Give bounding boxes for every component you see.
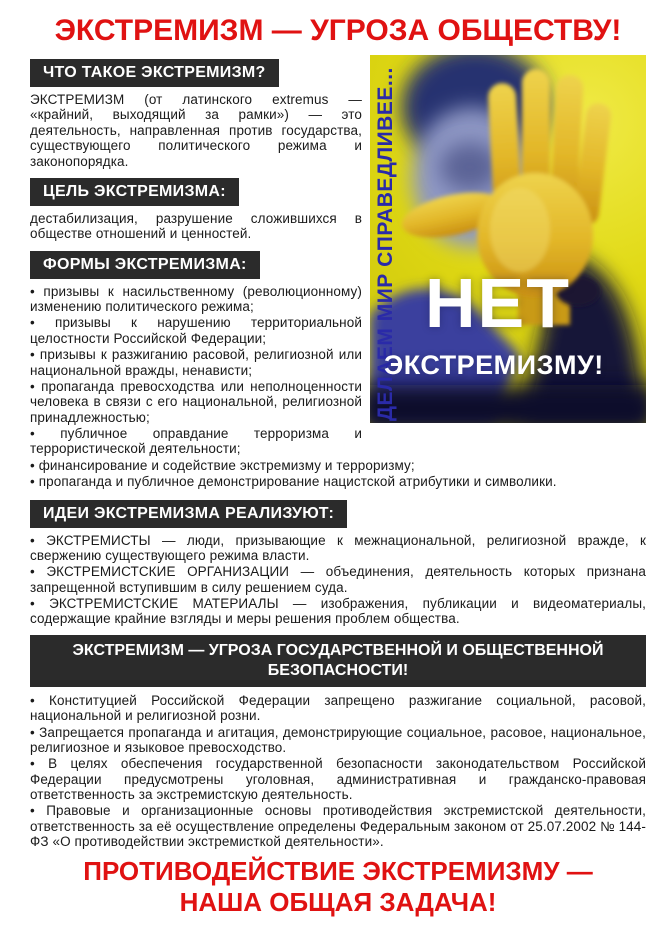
main-content — [30, 55, 646, 850]
ideas-bullet-list — [30, 533, 646, 627]
danger-bullet-list — [30, 693, 646, 850]
poster-vertical-caption: ДЕЛАЕМ МИР СПРАВЕДЛИВЕЕ... — [374, 67, 397, 421]
poster-slogan-sub: ЭКСТРЕМИЗМУ! — [384, 350, 604, 380]
footer-slogan-line1: ПРОТИВОДЕЙСТВИЕ ЭКСТРЕМИЗМУ — — [83, 855, 593, 886]
section-header-goal: ЦЕЛЬ ЭКСТРЕМИЗМА: — [30, 178, 239, 206]
section-body-what: ЭКСТРЕМИЗМ (от латинского extremus — «крайний, выходящий за рамки») — это деятельность, направленная против государства, существующего политического режима и законопорядка. — [30, 92, 362, 169]
section-header-forms: ФОРМЫ ЭКСТРЕМИЗМА: — [30, 251, 260, 279]
bullet-item: • ЭКСТРЕМИСТСКИЕ МАТЕРИАЛЫ — изображения, публикации и видеоматериалы, содержащие крайние взгляды и меры решения проблем общества. — [30, 596, 646, 627]
bullet-item: • Конституцией Российской Федерации запрещено разжигание социальной, расовой, национальной и религиозной розни. — [30, 693, 646, 724]
bullet-item: • призывы к нарушению территориальной целостности Российской Федерации; — [30, 315, 646, 346]
section-header-ideas: ИДЕИ ЭКСТРЕМИЗМА РЕАЛИЗУЮТ: — [30, 500, 347, 528]
page-title: ЭКСТРЕМИЗМ — УГРОЗА ОБЩЕСТВУ! — [54, 14, 622, 47]
footer-slogan — [30, 856, 646, 919]
bullet-item: • В целях обеспечения государственной безопасности законодательством Российской Федерации предусмотрены уголовная, административная и гражданско-правовая ответственность за экстремистскую деятельность. — [30, 756, 646, 802]
bullet-item: • призывы к разжиганию расовой, религиозной или национальной вражды, ненависти; — [30, 347, 646, 378]
big-warning-header: ЭКСТРЕМИЗМ — УГРОЗА ГОСУДАРСТВЕННОЙ И ОБЩЕСТВЕННОЙ БЕЗОПАСНОСТИ! — [30, 635, 646, 687]
bullet-item: • финансирование и содействие экстремизму и терроризму; — [30, 458, 646, 473]
bullet-item: • призывы к насильственному (революционному) изменению политического режима; — [30, 284, 646, 315]
footer-slogan-line2: НАША ОБЩАЯ ЗАДАЧА! — [179, 887, 497, 918]
bullet-item: • ЭКСТРЕМИСТСКИЕ ОРГАНИЗАЦИИ — объединения, деятельность которых признана запрещенной вступившим в силу решением суда. — [30, 564, 646, 595]
no-extremism-poster-image — [370, 55, 646, 423]
bullet-item: • Запрещается пропаганда и агитация, демонстрирующие социальное, расовое, национальное, религиозное и языковое превосходство. — [30, 725, 646, 756]
bullet-item: • публичное оправдание терроризма и террористической деятельности; — [30, 426, 646, 457]
bullet-item: • Правовые и организационные основы противодействия экстремистской деятельности, ответственность за её осуществление определены Федеральным законом от 25.07.2002 № 144-ФЗ «О противодействии экстремисткой деятельности». — [30, 803, 646, 849]
section-header-what: ЧТО ТАКОЕ ЭКСТРЕМИЗМ? — [30, 59, 279, 87]
section-body-goal: дестабилизация, разрушение сложившихся в обществе отношений и ценностей. — [30, 210, 362, 242]
poster-slogan-main: НЕТ — [425, 264, 571, 342]
bullet-item: • пропаганда и публичное демонстрирование нацистской атрибутики и символики. — [30, 474, 646, 489]
bullet-item: • пропаганда превосходства или неполноценности человека в связи с его национальной, религиозной принадлежностью; — [30, 379, 646, 425]
bullet-item: • ЭКСТРЕМИСТЫ — люди, призывающие к межнациональной, религиозной вражде, к свержению существующего режима власти. — [30, 533, 646, 564]
